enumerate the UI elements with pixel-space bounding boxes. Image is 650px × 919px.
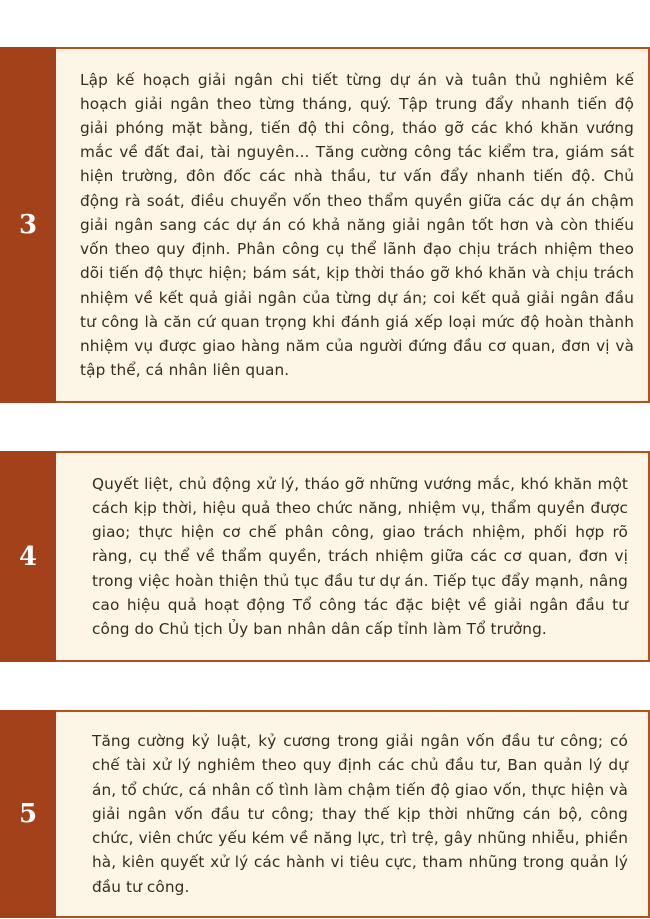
task-text-4: Quyết liệt, chủ động xử lý, tháo gỡ những vướng mắc, khó khăn một cách kịp thời, hiệu quả theo chức năng, nhiệm vụ, thẩm quyền được giao; thực hiện cơ chế phân công, giao trách nhiệm, phối hợp rõ ràng, cụ thể về thẩm quyền, trách nhiệm giữa các cơ quan, đơn vị trong việc hoàn thiện thủ tục đầu tư dự án. Tiếp tục đẩy mạnh, nâng cao hiệu quả hoạt động Tổ công tác đặc biệt về giải ngân đầu tư công do Chủ tịch Ủy ban nhân dân cấp tỉnh làm Tổ trưởng. — [92, 474, 628, 638]
task-text-box-4 — [56, 451, 650, 662]
task-number-5: 5 — [0, 710, 56, 918]
task-text-3: Lập kế hoạch giải ngân chi tiết từng dự án và tuân thủ nghiêm kế hoạch giải ngân theo từng tháng, quý. Tập trung đẩy nhanh tiến độ giải phóng mặt bằng, tiến độ thi công, tháo gỡ các khó khăn vướng mắc về đất đai, tài nguyên... Tăng cường công tác kiểm tra, giám sát hiện trường, đôn đốc các nhà thầu, tư vấn đẩy nhanh tiến độ. Chủ động rà soát, điều chuyển vốn theo thẩm quyền giữa các dự án chậm giải ngân sang các dự án có khả năng giải ngân tốt hơn và còn thiếu vốn theo quy định. Phân công cụ thể lãnh đạo chịu trách nhiệm theo dõi tiến độ thực hiện; bám sát, kịp thời tháo gỡ khó khăn và chịu trách nhiệm về kết quả giải ngân của từng dự án; coi kết quả giải ngân đầu tư công là căn cứ quan trọng khi đánh giá xếp loại mức độ hoàn thành nhiệm vụ được giao hàng năm của người đứng đầu cơ quan, đơn vị và tập thể, cá nhân liên quan. — [80, 70, 634, 380]
task-number-4: 4 — [0, 451, 56, 662]
task-text-5: Tăng cường kỷ luật, kỷ cương trong giải ngân vốn đầu tư công; có chế tài xử lý nghiêm theo quy định các chủ đầu tư, Ban quản lý dự án, tổ chức, cá nhân cố tình làm chậm tiến độ giao vốn, thực hiện và giải ngân vốn đầu tư công; thay thế kịp thời những cán bộ, công chức, viên chức yếu kém về năng lực, trì trệ, gây nhũng nhiễu, phiền hà, kiên quyết xử lý các hành vi tiêu cực, tham nhũng trong quản lý đầu tư công. — [92, 732, 628, 896]
task-card-4 — [0, 451, 650, 662]
task-text-box-3 — [56, 47, 650, 403]
task-number-3: 3 — [0, 47, 56, 403]
task-card-3 — [0, 47, 650, 403]
task-card-5 — [0, 710, 650, 918]
task-text-box-5 — [56, 710, 650, 918]
